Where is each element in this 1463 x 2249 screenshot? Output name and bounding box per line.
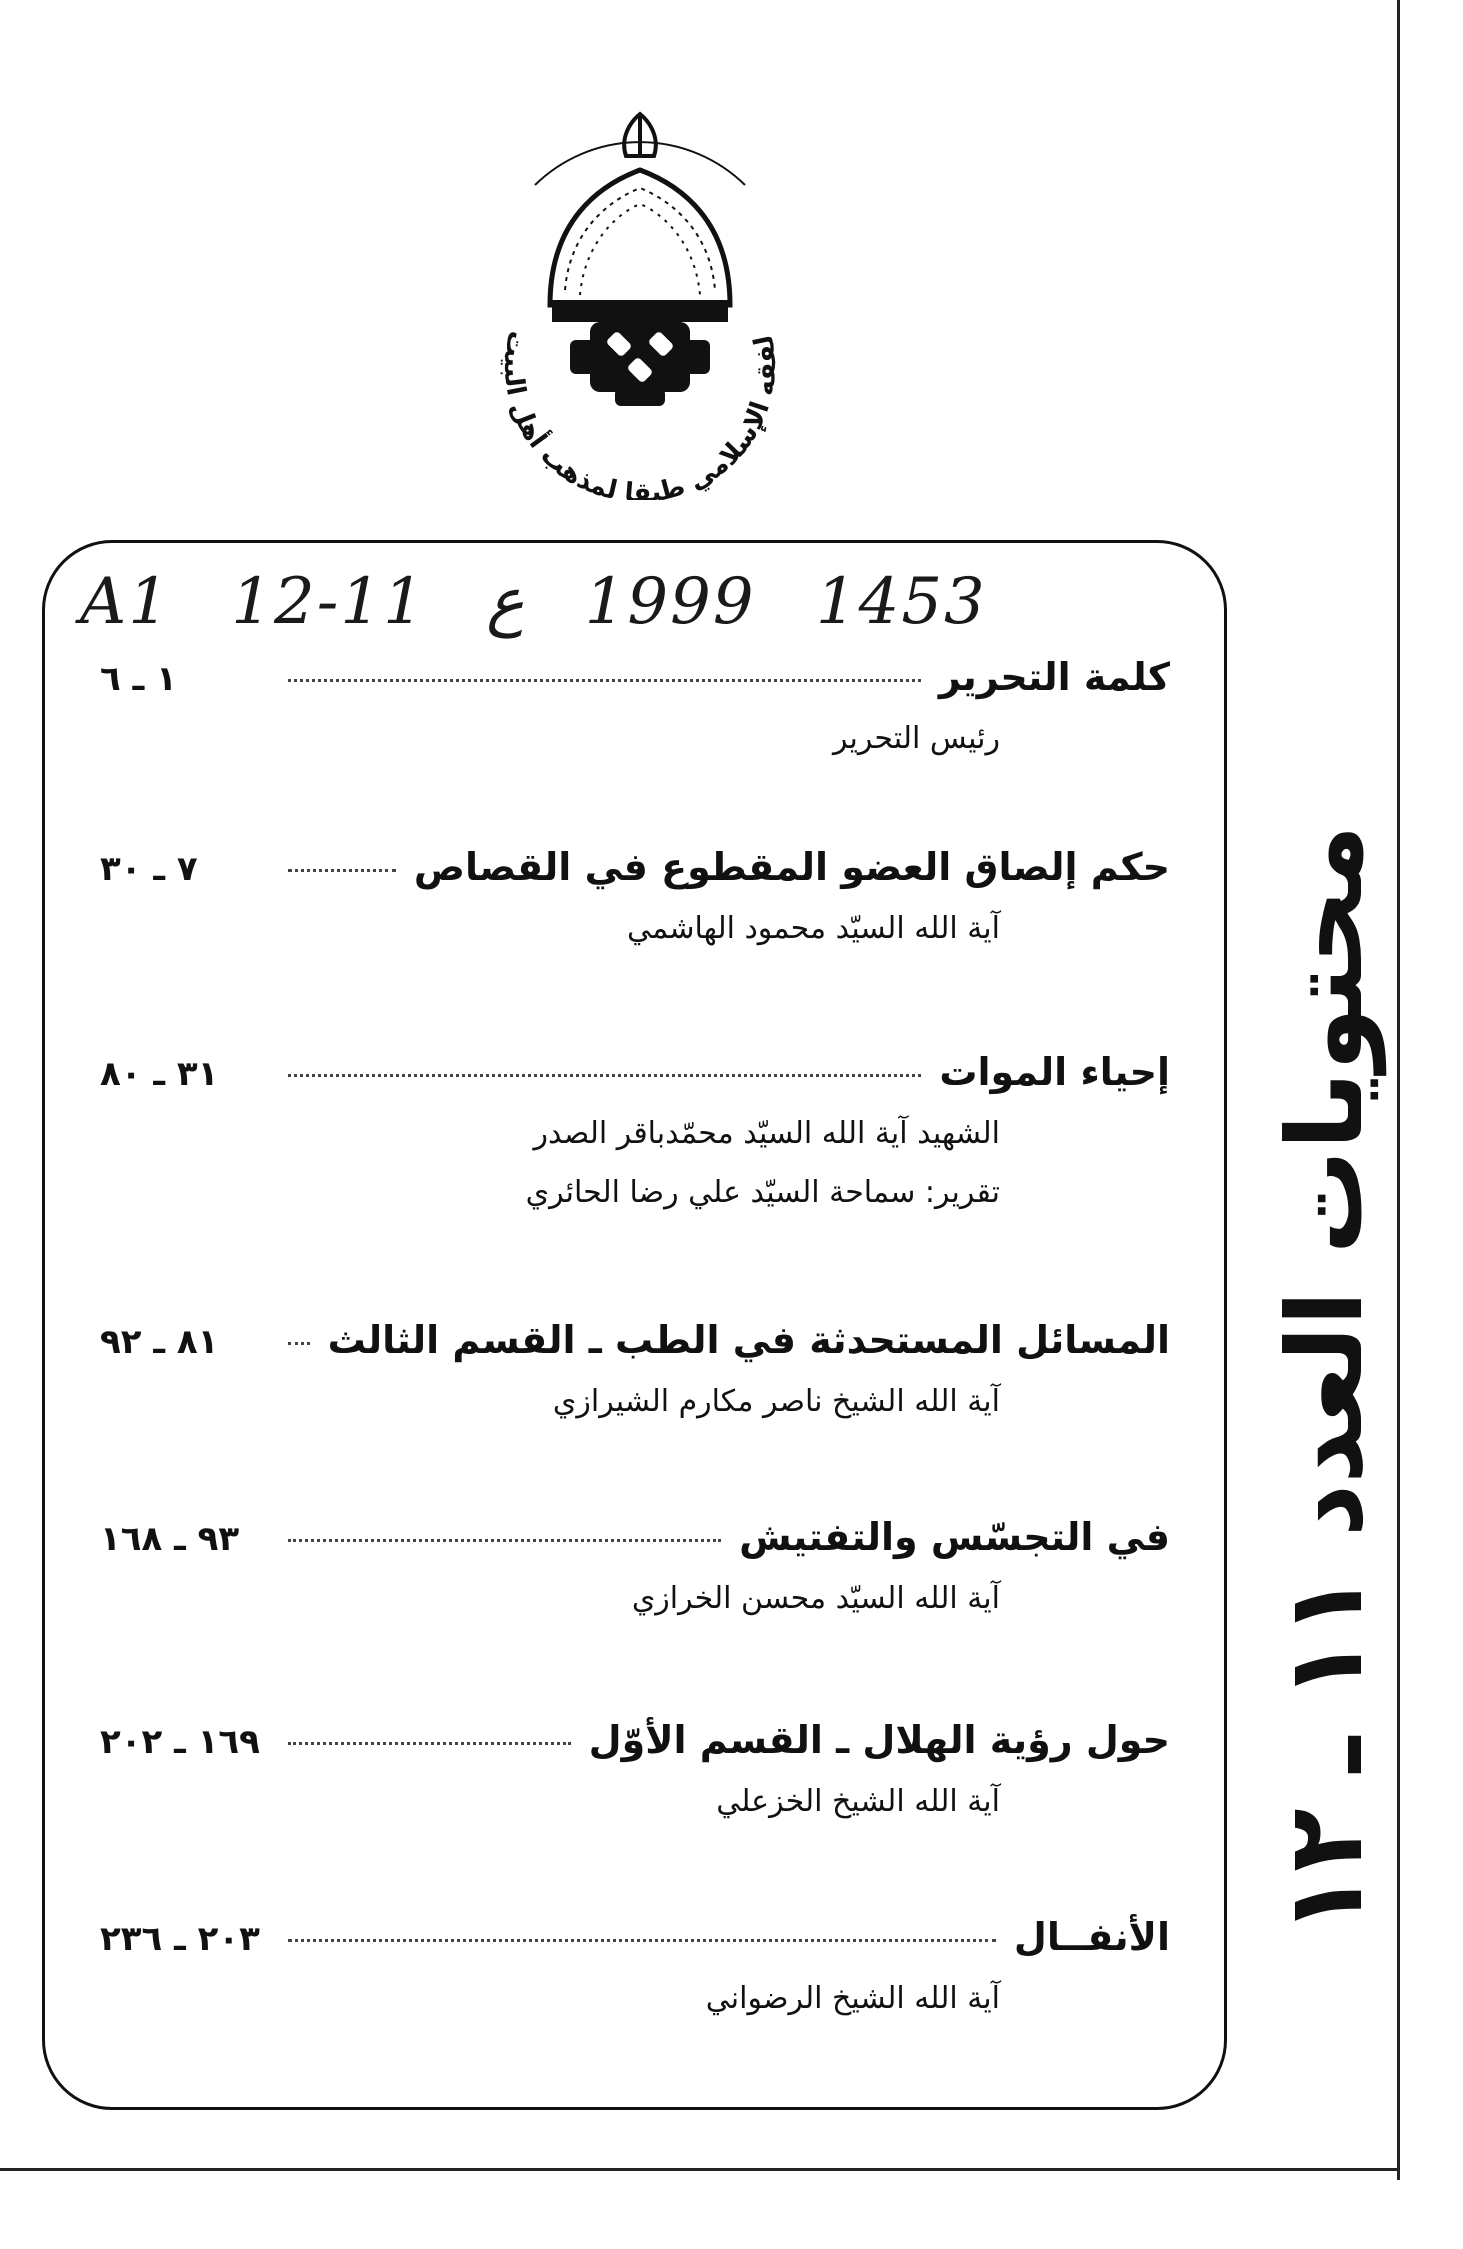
- toc-entry: [100, 1050, 1170, 1210]
- toc-entry-author: آية الله السيّد محمود الهاشمي: [626, 911, 1000, 946]
- toc-entry: [100, 1915, 1170, 2016]
- toc-entry-author: الشهيد آية الله السيّد محمّدباقر الصدر: [533, 1116, 1000, 1151]
- dot-leader: [288, 679, 921, 682]
- toc-entry: [100, 1515, 1170, 1616]
- toc-entry-pages: ٧ ـ ٣٠: [100, 849, 198, 889]
- toc-entry-title: حكم إلصاق العضو المقطوع في القصاص: [413, 845, 1170, 889]
- toc-entry-pages: ٨١ ـ ٩٢: [100, 1322, 219, 1362]
- dot-leader: [288, 1342, 310, 1345]
- toc-entry: [100, 1718, 1170, 1819]
- dot-leader: [288, 1939, 996, 1942]
- toc-entry: [100, 1318, 1170, 1419]
- dot-leader: [288, 1742, 571, 1745]
- toc-entry-author: تقرير: سماحة السيّد علي رضا الحائري: [525, 1175, 1000, 1210]
- ring-text: لفقه الإسلامي طبقا لمذهب أهل البيت: [497, 328, 783, 500]
- toc-entry-pages: ١٦٩ ـ ٢٠٢: [100, 1722, 260, 1762]
- handwritten-part: 12-11: [231, 565, 426, 639]
- dot-leader: [288, 1074, 921, 1077]
- toc-entry-author: آية الله الشيخ الخزعلي: [716, 1784, 1000, 1819]
- dot-leader: [288, 1539, 721, 1542]
- toc-entry-title: الأنفــال: [1013, 1915, 1170, 1959]
- emblem-logo: [440, 100, 840, 500]
- toc-entry-author: رئيس التحرير: [832, 721, 1000, 756]
- toc-entry-pages: ٩٣ ـ ١٦٨: [100, 1519, 240, 1559]
- toc-entry-pages: ٣١ ـ ٨٠: [100, 1054, 219, 1094]
- dot-leader: [288, 869, 396, 872]
- toc-entry-pages: ٢٠٣ ـ ٢٣٦: [100, 1919, 260, 1959]
- handwritten-part: ع: [486, 565, 525, 639]
- handwritten-part: A1: [80, 565, 171, 639]
- toc-entry-title: في التجسّس والتفتيش: [739, 1515, 1170, 1559]
- toc-entry-title: إحياء الموات: [939, 1050, 1170, 1094]
- handwritten-part: 1453: [815, 565, 987, 639]
- toc-entry-title: المسائل المستحدثة في الطب ـ القسم الثالث: [327, 1318, 1170, 1362]
- toc-entry-title: حول رؤية الهلال ـ القسم الأوّل: [588, 1718, 1170, 1762]
- side-title: [1250, 790, 1400, 1970]
- toc-entry-title: كلمة التحرير: [938, 655, 1170, 699]
- handwritten-part: 1999: [584, 565, 756, 639]
- toc-entry-author: آية الله الشيخ الرضواني: [705, 1981, 1000, 2016]
- dome-emblem-icon: [440, 100, 840, 500]
- toc-entry: [100, 845, 1170, 946]
- toc-entry-pages: ١ ـ ٦: [100, 659, 177, 699]
- side-title-text: محتويات العدد ١١ ـ ١٢: [1264, 824, 1386, 1936]
- toc-entry-author: آية الله الشيخ ناصر مكارم الشيرازي: [552, 1384, 1000, 1419]
- toc-entry: [100, 655, 1170, 756]
- toc-entry-author: آية الله السيّد محسن الخرازي: [631, 1581, 1000, 1616]
- page-border-bottom: [0, 2168, 1400, 2171]
